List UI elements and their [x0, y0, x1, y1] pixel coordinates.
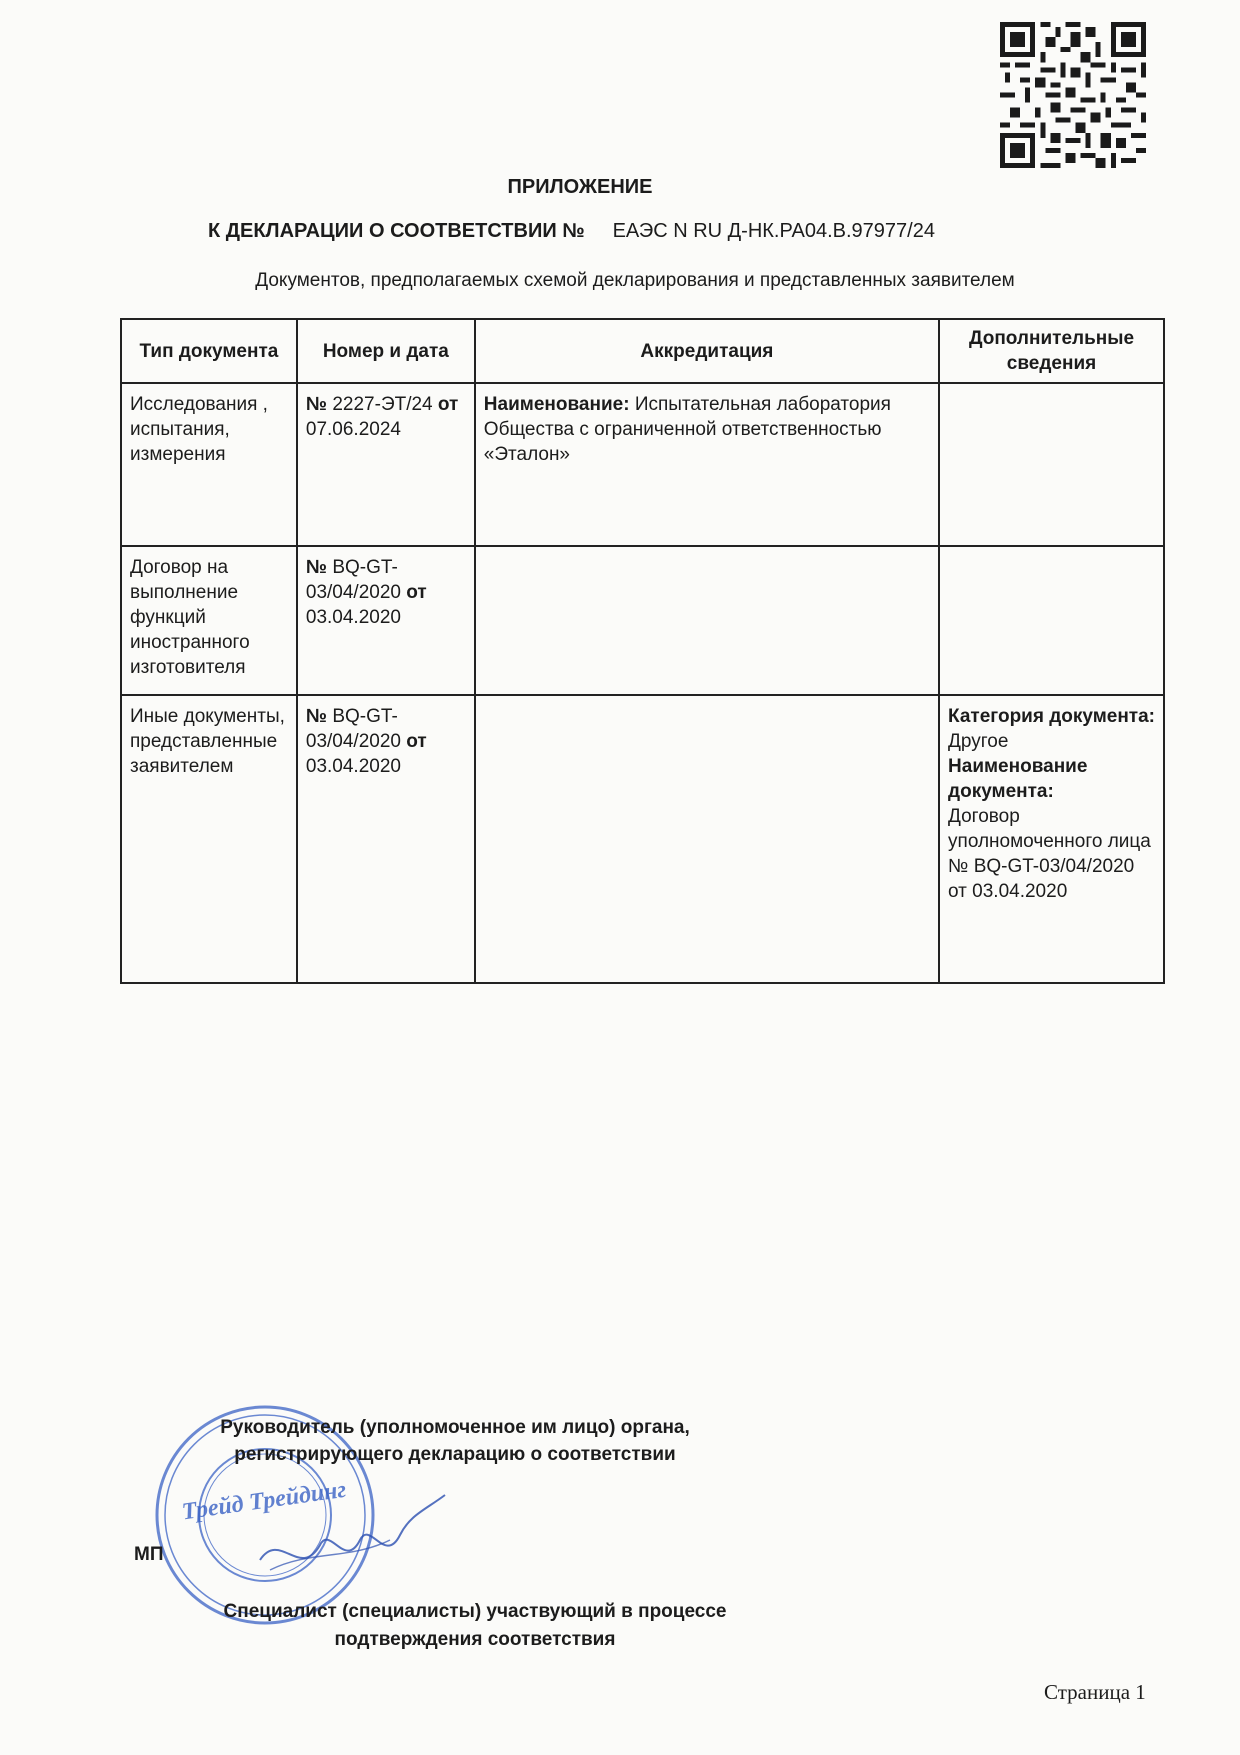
category-value: Другое — [948, 731, 1009, 752]
doc-number: 2227-ЭТ/24 — [332, 394, 433, 415]
date-prefix: от — [406, 582, 427, 603]
column-header-additional-info: Дополнительные сведения — [939, 319, 1164, 383]
subtitle: Документов, предполагаемых схемой декларирования и представленных заявителем — [255, 270, 1015, 291]
declaration-heading — [208, 220, 935, 243]
accreditation-cell — [475, 546, 939, 695]
doc-number: BQ-GT-03/04/2020 — [305, 557, 401, 603]
declaration-heading-label: К ДЕКЛАРАЦИИ О СООТВЕТСТВИИ № — [208, 220, 585, 242]
table-row — [121, 383, 1164, 546]
table-row — [121, 546, 1164, 695]
number-date-cell — [297, 695, 475, 983]
head-signature-caption: Руководитель (уполномоченное им лицо) органа, регистрирующего декларацию о соответствии — [220, 1417, 690, 1465]
number-prefix: № — [305, 706, 328, 727]
table-row — [121, 695, 1164, 983]
page-number: Страница 1 — [1044, 1680, 1146, 1704]
accreditation-cell — [475, 383, 939, 546]
accreditation-cell — [475, 695, 939, 983]
additional-info-cell — [939, 546, 1164, 695]
category-label: Категория документа: — [948, 706, 1156, 727]
doc-date: 07.06.2024 — [305, 419, 401, 440]
doc-name-value: Договор уполномоченного лица № BQ-GT-03/04/2020 от 03.04.2020 — [948, 806, 1151, 902]
additional-info-cell — [939, 695, 1164, 983]
doc-name-label: Наименование документа: — [948, 756, 1088, 802]
accreditation-value: Испытательная лаборатория Общества с ограниченной ответственностью «Эталон» — [483, 394, 891, 465]
table-header-row — [121, 319, 1164, 383]
handwritten-signature — [250, 1490, 450, 1590]
number-date-cell — [297, 546, 475, 695]
date-prefix: от — [437, 394, 459, 415]
qr-code — [1000, 22, 1146, 168]
seal-place-label: МП — [134, 1544, 164, 1565]
column-header-type: Тип документа — [121, 319, 297, 383]
number-date-cell — [297, 383, 475, 546]
number-prefix: № — [305, 557, 328, 578]
documents-table — [120, 318, 1165, 984]
doc-number: BQ-GT-03/04/2020 — [305, 706, 401, 752]
column-header-number-date: Номер и дата — [297, 319, 475, 383]
doc-date: 03.04.2020 — [305, 607, 401, 628]
doc-type-cell — [121, 546, 297, 695]
column-header-accreditation: Аккредитация — [475, 319, 939, 383]
doc-date: 03.04.2020 — [305, 756, 401, 777]
number-prefix: № — [305, 394, 328, 415]
specialist-signature-caption: Специалист (специалисты) участвующий в процессе подтверждения соответствия — [223, 1601, 727, 1650]
accreditation-label: Наименование: — [483, 394, 630, 415]
appendix-title: ПРИЛОЖЕНИЕ — [507, 176, 653, 198]
doc-type-cell: Иные документы, представленные заявителем — [121, 695, 297, 983]
date-prefix: от — [406, 731, 427, 752]
additional-info-cell — [939, 383, 1164, 546]
doc-type-text: Договор на выполнение функций иностранного изготовителя — [130, 557, 250, 678]
stamp-text: Трейд Трейдинг — [180, 1476, 348, 1526]
doc-type-cell: Исследования , испытания, измерения — [121, 383, 297, 546]
declaration-number: ЕАЭС N RU Д-НК.РА04.В.97977/24 — [612, 220, 935, 242]
